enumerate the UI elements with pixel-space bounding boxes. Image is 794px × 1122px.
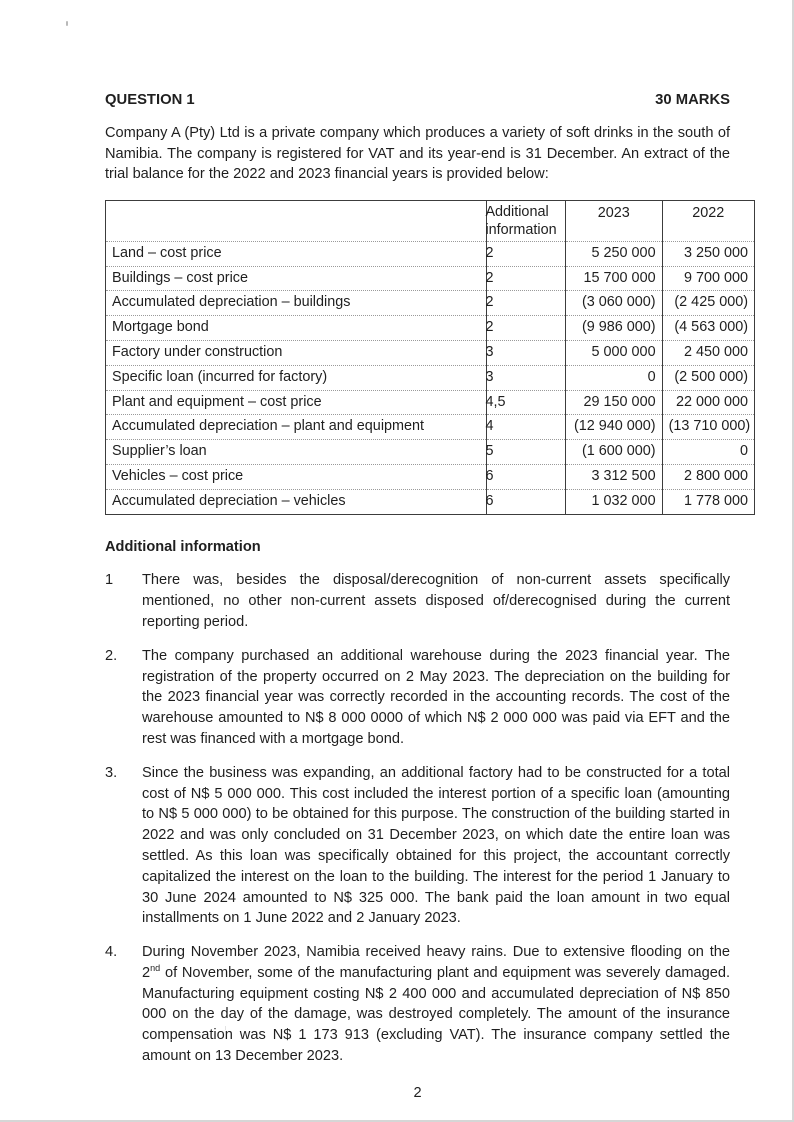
table-header-row [106, 200, 755, 241]
table-row: Supplier’s loan 5 (1 600 000) 0 [106, 440, 755, 465]
question-title: QUESTION 1 [105, 92, 195, 108]
item-text: The company purchased an additional warehouse during the 2023 financial year. The registration of the property occurred on 2 May 2023. The depreciation on the building for the 2023 financial year was correctly recorded in the accounting records. The cost of the warehouse amounted to N$ 8 000 0000 of which N$ 2 000 000 was paid via EFT and the rest was financed with a mortgage bond. [142, 647, 730, 747]
table-row: Land – cost price 2 5 250 000 3 250 000 [106, 241, 755, 266]
table-row: Accumulated depreciation – plant and equipment 4 (12 940 000) (13 710 000) [106, 415, 755, 440]
item-text: Since the business was expanding, an additional factory had to be constructed for a total cost of N$ 5 000 000. This cost included the interest portion of a specific loan (amounting to N$ 5 000 000) to be obtained for this purpose. The construction of the building started in 2022 and was only concluded on 31 December 2023, on which date the entire loan was settled. As this loan was specifically obtained for this project, the accountant correctly capitalized the interest on the loan to the building. The interest for the period 1 January to 30 June 2024 amounted to N$ 325 000. The bank paid the loan amount in two equal installments on 1 June 2022 and 2 January 2023. [142, 764, 730, 927]
item-text: There was, besides the disposal/derecognition of non-current assets specifically mentioned, no other non-current assets disposed of/derecognised during the current reporting period. [142, 572, 730, 630]
header-additional-information: Additional information [487, 200, 565, 241]
table-row: Vehicles – cost price 6 3 312 500 2 800 000 [106, 464, 755, 489]
table-row: Mortgage bond 2 (9 986 000) (4 563 000) [106, 316, 755, 341]
item-number: 3. [105, 764, 118, 781]
item-number: 1 [105, 572, 114, 589]
page-content [105, 90, 751, 1104]
table-row: Plant and equipment – cost price 4,5 29 150 000 22 000 000 [106, 390, 755, 415]
table-row: Accumulated depreciation – buildings 2 (3 060 000) (2 425 000) [106, 291, 755, 316]
additional-info-item-4 [105, 942, 730, 1067]
additional-info-item-1 [105, 570, 730, 632]
header-2023: 2023 [565, 200, 662, 241]
question-header [105, 90, 730, 111]
table-row: Factory under construction 3 5 000 000 2 450 000 [106, 340, 755, 365]
additional-information-heading: Additional information [105, 538, 261, 555]
additional-info-item-3 [105, 763, 730, 929]
additional-info-item-2 [105, 646, 730, 750]
item-number: 2. [105, 647, 118, 664]
page-number: 2 [413, 1084, 422, 1101]
table-row: Buildings – cost price 2 15 700 000 9 700 000 [106, 266, 755, 291]
table-row: Specific loan (incurred for factory) 3 0 (2 500 000) [106, 365, 755, 390]
header-2022: 2022 [662, 200, 754, 241]
scan-artifact-mark [66, 21, 68, 26]
item-text: During November 2023, Namibia received heavy rains. Due to extensive flooding on the 2nd of November, some of the manufacturing plant and equipment was severely damaged. Manufacturing equipment costing N$ 2 400 000 and accumulated depreciation of N$ 850 000 on the day of the damage, was destroyed completely. The amount of the insurance compensation was N$ 1 173 913 (excluding VAT). The insurance company settled the amount on 13 December 2023. [142, 944, 730, 1065]
ordinal-superscript: nd [150, 963, 161, 974]
intro-paragraph: Company A (Pty) Ltd is a private company which produces a variety of soft drinks in the south of Namibia. The company is registered for VAT and its year-end is 31 December. An extract of the trial balance for the 2022 and 2023 financial years is provided below: [105, 124, 730, 183]
header-empty-cell [106, 200, 487, 241]
item-number: 4. [105, 944, 118, 961]
trial-balance-table [105, 200, 755, 515]
table-row: Accumulated depreciation – vehicles 6 1 032 000 1 778 000 [106, 489, 755, 514]
question-marks: 30 MARKS [655, 92, 730, 108]
